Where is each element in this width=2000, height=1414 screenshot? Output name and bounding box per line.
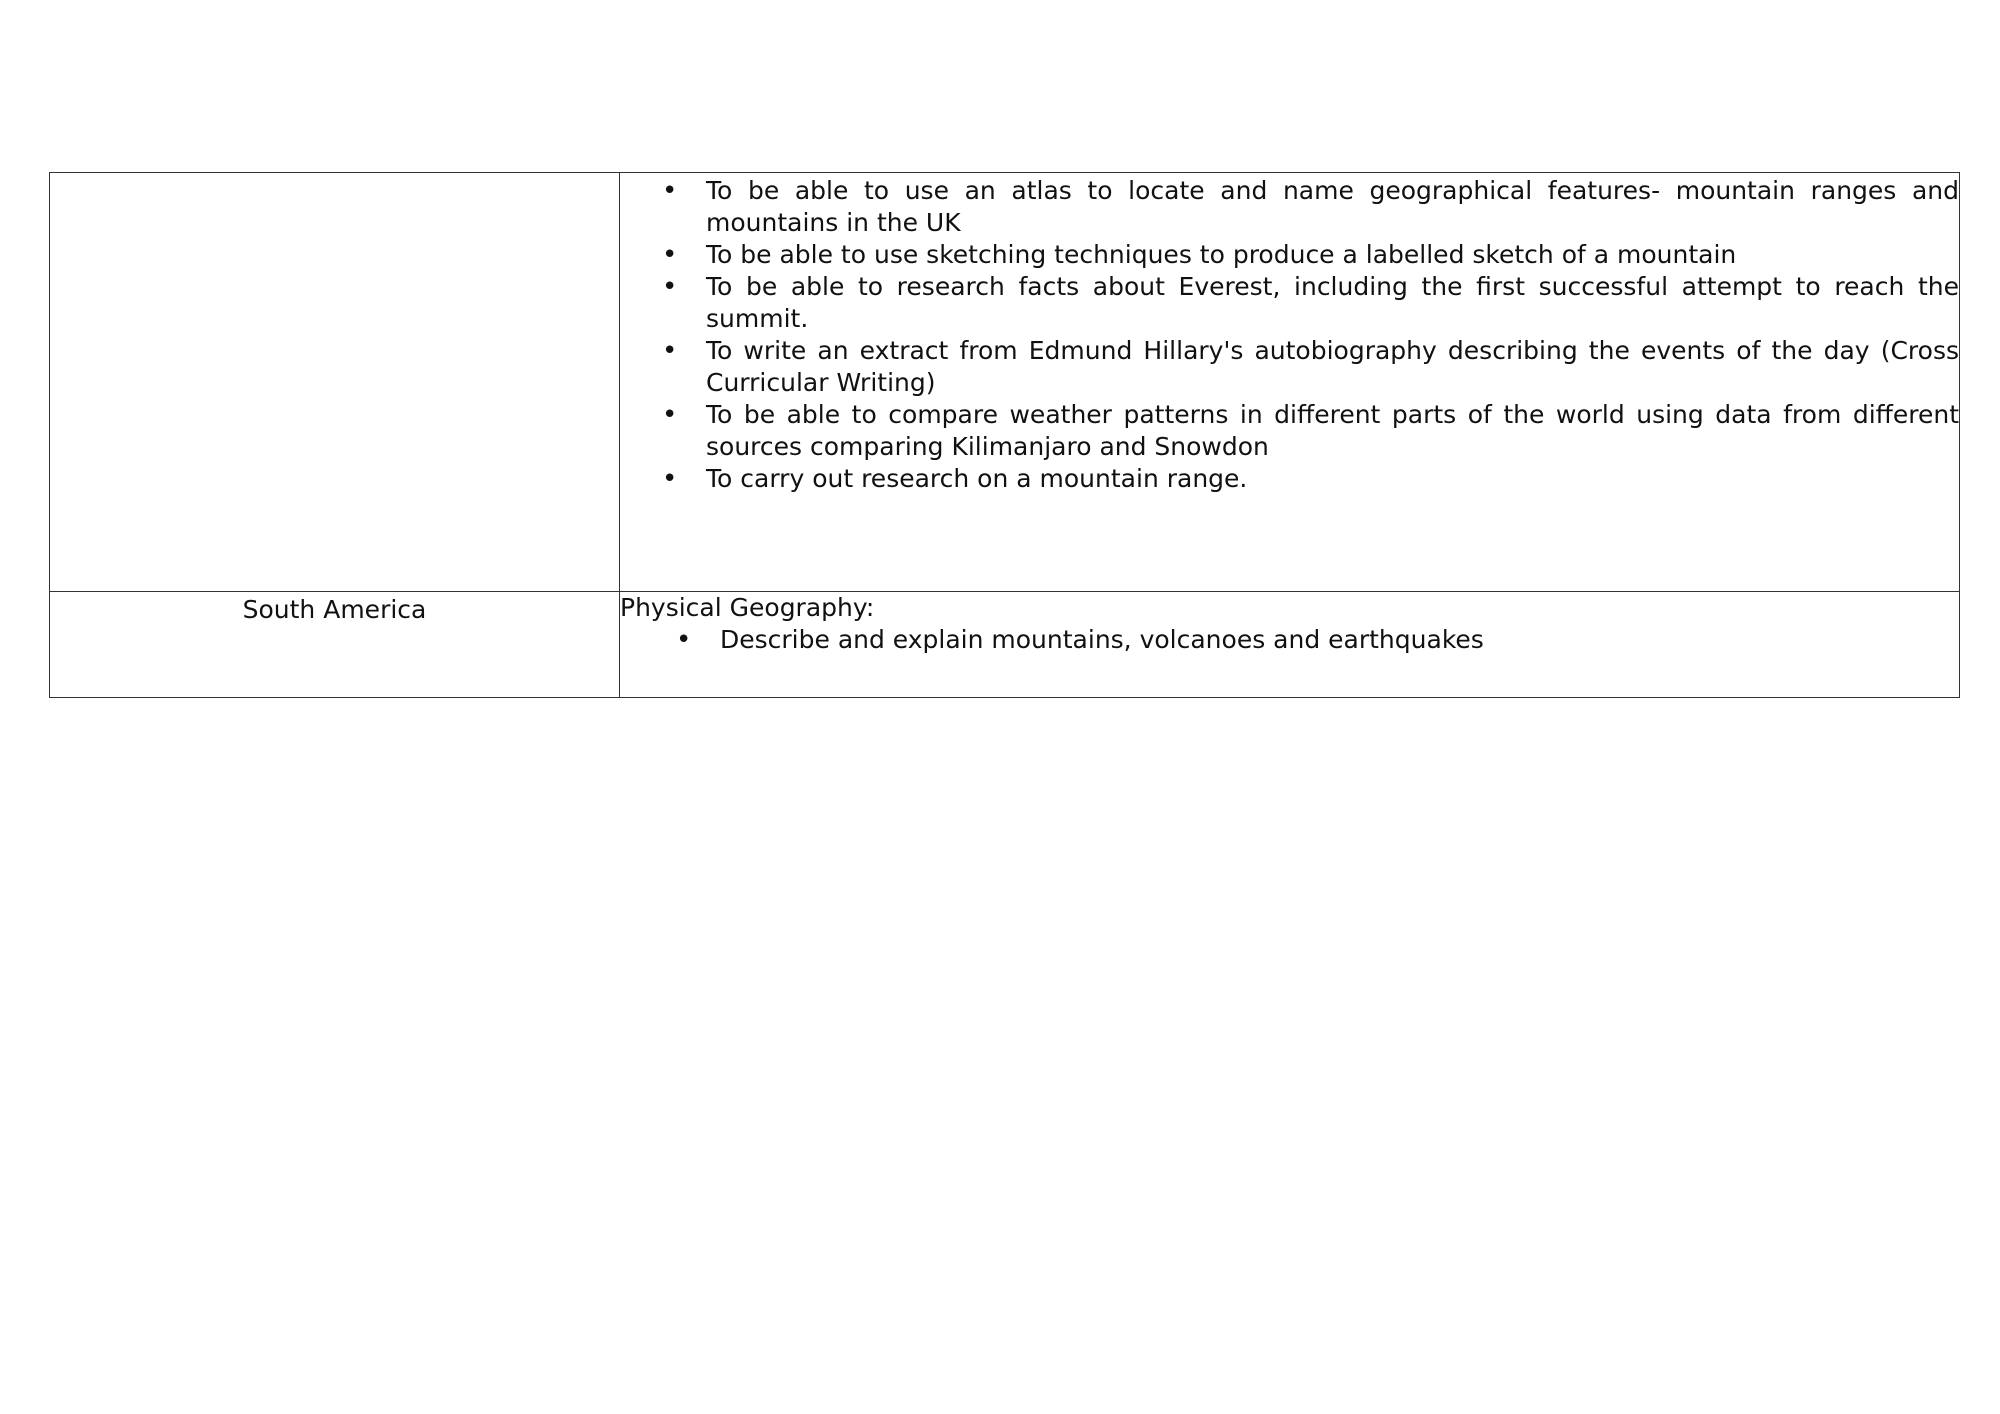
objectives-list [620,173,1959,495]
table-row [50,173,1960,592]
list-item: • Describe and explain mountains, volcanoes and earthquakes [620,624,1959,656]
table-row [50,592,1960,698]
curriculum-table [49,172,1960,698]
list-item: • To carry out research on a mountain range. [620,463,1959,495]
list-item: • To be able to use an atlas to locate and name geographical features- mountain ranges and mountains in the UK [620,175,1959,239]
table-cell-objectives [620,592,1960,698]
list-item: • To write an extract from Edmund Hillary's autobiography describing the events of the day (Cross Curricular Writing) [620,335,1959,399]
topic-label: South America [242,595,427,624]
physical-geography-list [620,624,1959,656]
table-cell-topic [50,173,620,592]
table-cell-topic [50,592,620,698]
topic-label [50,173,619,175]
list-item: • To be able to compare weather patterns in different parts of the world using data from different sources comparing Kilimanjaro and Snowdon [620,399,1959,463]
section-heading: Physical Geography: [620,593,875,622]
table-cell-objectives [620,173,1960,592]
list-item: • To be able to research facts about Everest, including the first successful attempt to reach the summit. [620,271,1959,335]
list-item: • To be able to use sketching techniques to produce a labelled sketch of a mountain [620,239,1959,271]
